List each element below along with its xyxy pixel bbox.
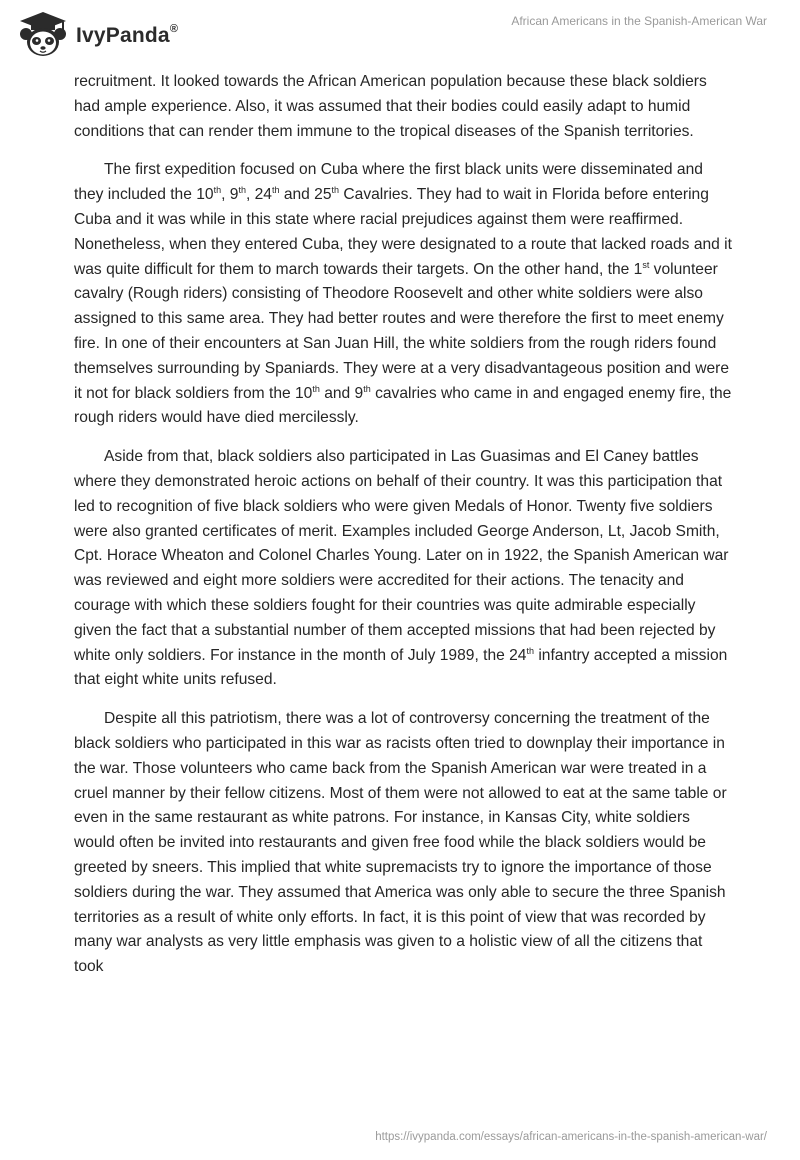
ordinal-suffix: th [363,383,371,394]
brand-name: IvyPanda® [76,23,179,47]
paragraph-text: The first expedition focused on Cuba where the first black units were disseminated and they included the 10 [74,161,703,204]
paragraph-text: infantry accepted a mission that eight white units refused. [74,646,728,689]
ordinal-suffix: th [312,383,320,394]
ordinal-suffix: th [238,185,246,195]
ordinal-suffix: th [331,185,340,195]
essay-paragraph [74,70,734,144]
essay-body [74,70,734,994]
paragraph-text: Aside from that, black soldiers also participated in Las Guasimas and El Caney battles where they demonstrated heroic actions on behalf of their country. It was this participation that led to recognition of five black soldiers who were given Medals of Honor. Twenty five soldiers were also granted certificates of merit. Examples included George Anderson, Lt, Jacob Smith, Cpt. Horace Wheaton and Colonel Charles Young. Later on in 1922, the Spanish American war was reviewed and eight more soldiers were accredited for their actions. The tenacity and courage with which these soldiers fought for their countries was quite admirable especially given the fact that a substantial number of them accepted missions that had been rejected by white only soldiers. For instance in the month of July 1989, the 24 [74,448,729,664]
paragraph-text: Despite all this patriotism, there was a lot of controversy concerning the treatment of the black soldiers who participated in this war as racists often tried to downplay their importance in the war. Those volunteers who came back from the Spanish American war were treated in a cruel manner by their fellow citizens. Most of them were not allowed to eat at the same table or even in the same restaurant as white patrons. For instance, in Kansas City, white soldiers would often be invited into restaurants and given free food while the black soldiers would be greeted by sneers. This implied that white supremacists try to ignore the importance of those soldiers during the war. They assumed that America was only able to secure the three Spanish territories as a result of white only efforts. In fact, it is this point of view that was recorded by many war analysts as very little emphasis was given to a holistic view of all the citizens that took [74,710,727,976]
ordinal-suffix: th [526,645,534,656]
ordinal-suffix: th [213,185,222,195]
paragraph-text: , 9 [221,186,239,204]
essay-paragraph [74,158,734,431]
paragraph-text: recruitment. It looked towards the African American population because these black soldiers had ample experience. Also, it was assumed that their bodies could easily adapt to humid conditions that can render them immune to the tropical diseases of the Spanish territories. [74,73,707,140]
paragraph-text: and 9 [319,384,364,402]
page-header [0,0,800,66]
essay-paragraph [74,445,734,693]
paragraph-text: cavalries who came in and engaged enemy fire, the rough riders would have died mercilessly. [74,384,732,427]
essay-paragraph [74,707,734,980]
source-url[interactable]: https://ivypanda.com/essays/african-americans-in-the-spanish-american-war/ [375,1131,767,1143]
document-title: African Americans in the Spanish-American War [511,14,767,28]
brand-logo[interactable] [14,10,178,58]
ordinal-suffix: th [271,185,280,195]
paragraph-text: , 24 [245,186,272,204]
panda-graduate-icon [14,10,72,58]
paragraph-text: volunteer cavalry (Rough riders) consisting of Theodore Roosevelt and other white soldiers were also assigned to this same area. They had better routes and were therefore the first to meet enemy fire. In one of their encounters at San Juan Hill, the white soldiers from the rough riders found themselves surrounding by Spaniards. They were at a very disadvantageous position and were it not for black soldiers from the 10 [74,260,730,402]
paragraph-text: and 25 [279,186,332,204]
ordinal-suffix: st [642,259,650,270]
paragraph-text: Cavalries. They had to wait in Florida before entering Cuba and it was while in this state where racial prejudices against them were reaffirmed. Nonetheless, when they entered Cuba, they were designated to a route that lacked roads and it was quite difficult for them to march towards their targets. On the other hand, the 1 [74,186,732,278]
